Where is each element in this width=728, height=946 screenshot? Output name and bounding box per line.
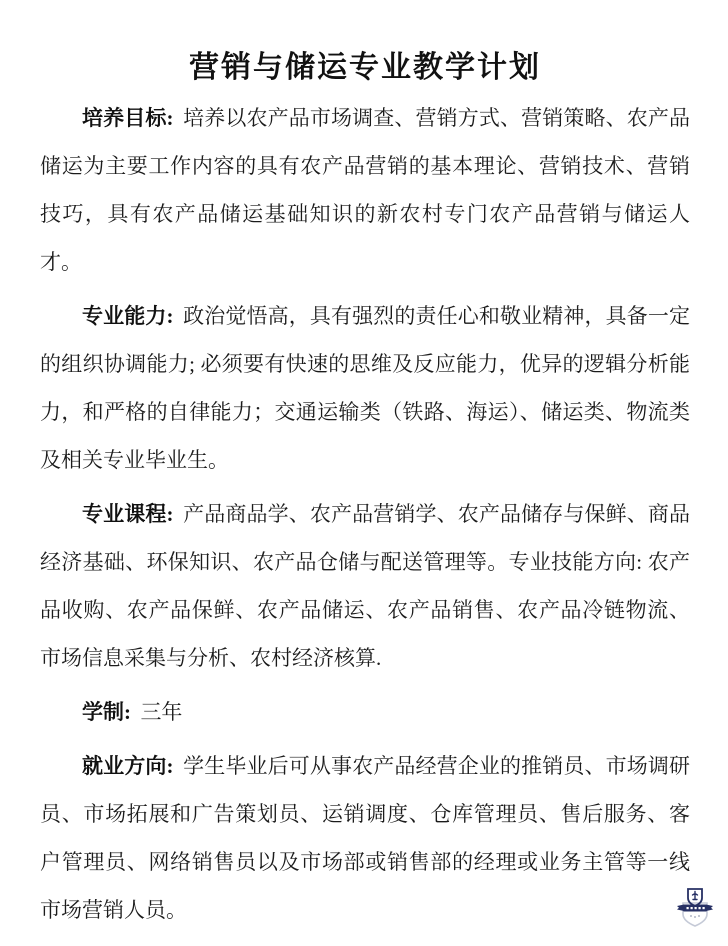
paragraph-text-employment-direction: 学生毕业后可从事农产品经营企业的推销员、市场调研员、市场拓展和广告策划员、运销调度、仓库管理员、售后服务、客户管理员、网络销售员以及市场部或销售部的经理或业务主管等一线市场营销人员。 <box>40 754 691 922</box>
paragraph-schooling-length <box>40 688 690 736</box>
paragraph-professional-ability <box>40 292 690 484</box>
paragraph-text-professional-courses: 产品商品学、农产品营销学、农产品储存与保鲜、商品经济基础、环保知识、农产品仓储与配送管理等。专业技能方向: 农产品收购、农产品保鲜、农产品储运、农产品销售、农产品冷链物流、市场信息采集与分析、农村经济核算. <box>40 502 691 670</box>
paragraph-label-employment-direction: 就业方向: <box>82 754 174 778</box>
paragraph-professional-courses <box>40 490 690 682</box>
paragraph-training-objective <box>40 94 690 286</box>
paragraph-text-schooling-length: 三年 <box>140 700 183 724</box>
paragraph-text-professional-ability: 政治觉悟高，具有强烈的责任心和敬业精神，具备一定的组织协调能力; 必须要有快速的思维及反应能力，优异的逻辑分析能力，和严格的自律能力；交通运输类（铁路、海运）、储运类、物流类及相关专业毕业生。 <box>40 304 691 472</box>
paragraph-text-training-objective: 培养以农产品市场调查、营销方式、营销策略、农产品储运为主要工作内容的具有农产品营销的基本理论、营销技术、营销技巧，具有农产品储运基础知识的新农村专门农产品营销与储运人才。 <box>40 106 691 274</box>
paragraph-employment-direction <box>40 742 690 934</box>
paragraph-label-training-objective: 培养目标: <box>82 106 174 130</box>
paragraph-label-professional-courses: 专业课程: <box>82 502 174 526</box>
school-crest-icon <box>676 887 714 929</box>
paragraph-label-professional-ability: 专业能力: <box>82 304 174 328</box>
page-title: 营销与储运专业教学计划 <box>189 51 541 84</box>
paragraph-label-schooling-length: 学制: <box>82 700 131 724</box>
